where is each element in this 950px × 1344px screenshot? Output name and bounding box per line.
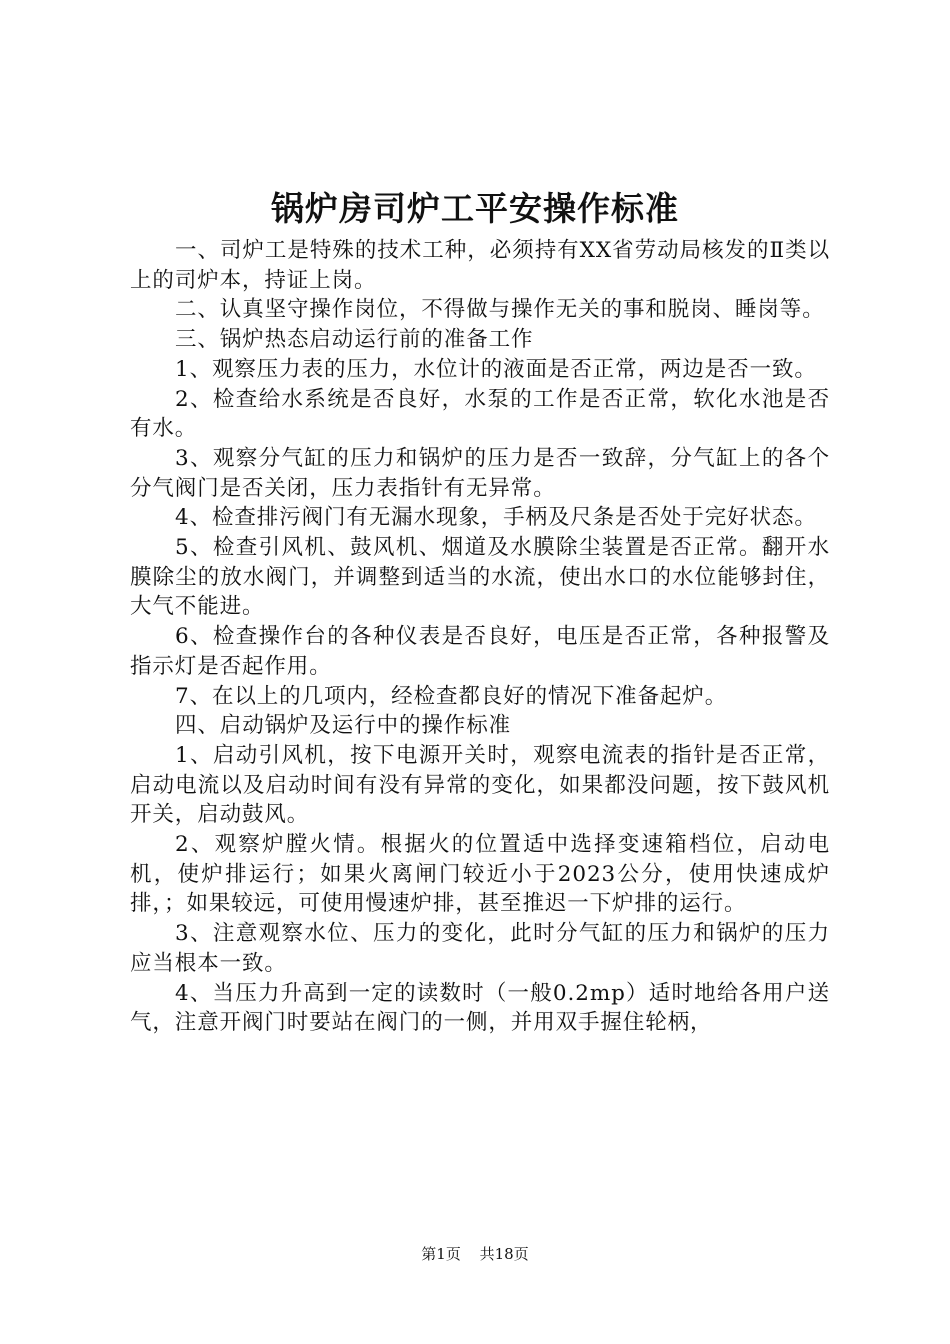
page-number: 第1页 [421,1245,461,1263]
section-heading: 三、锅炉热态启动运行前的准备工作 [175,327,534,353]
paragraph: 5、检查引风机、鼓风机、烟道及水膜除尘装置是否正常。翻开水膜除尘的放水阀门，并调整到适当的水流，使出水口的水位能够封住，大气不能进。 [130,535,830,620]
paragraph: 1、观察压力表的压力，水位计的液面是否正常，两边是否一致。 [175,356,817,382]
document-title: 锅炉房司炉工平安操作标准 [271,189,679,228]
paragraph: 2、检查给水系统是否良好，水泵的工作是否正常，软化水池是否有水。 [130,386,830,442]
page-footer [0,1244,950,1264]
paragraph: 3、注意观察水位、压力的变化，此时分气缸的压力和锅炉的压力应当根本一致。 [130,921,830,976]
paragraph: 4、检查排污阀门有无漏水现象，手柄及尺条是否处于完好状态。 [175,505,817,531]
paragraph: 二、认真坚守操作岗位，不得做与操作无关的事和脱岗、睡岗等。 [175,297,825,323]
paragraph: 1、启动引风机，按下电源开关时，观察电流表的指针是否正常，启动电流以及启动时间有没有异常的变化，如果都没问题，按下鼓风机开关，启动鼓风。 [130,742,830,828]
paragraph: 2、观察炉膛火情。根据火的位置适中选择变速箱档位，启动电机，使炉排运行；如果火离闸门较近小于2023公分，使用快速成炉排，；如果较远，可使用慢速炉排，甚至推迟一下炉排的运行。 [130,832,830,917]
page-total: 共18页 [479,1245,529,1263]
paragraph: 6、检查操作台的各种仪表是否良好，电压是否正常，各种报警及指示灯是否起作用。 [130,624,830,679]
paragraph: 7、在以上的几项内，经检查都良好的情况下准备起炉。 [175,683,728,709]
document-body [130,236,830,1038]
section-heading: 四、启动锅炉及运行中的操作标准 [175,713,512,739]
paragraph: 一、司炉工是特殊的技术工种，必须持有XX省劳动局核发的Ⅱ类以上的司炉本，持证上岗。 [130,238,830,293]
paragraph: 3、观察分气缸的压力和锅炉的压力是否一致辞，分气缸上的各个分气阀门是否关闭，压力表指针有无异常。 [130,445,830,501]
paragraph: 4、当压力升高到一定的读数时（一般0.2mp）适时地给各用户送气，注意开阀门时要站在阀门的一侧，并用双手握住轮柄， [130,980,830,1036]
